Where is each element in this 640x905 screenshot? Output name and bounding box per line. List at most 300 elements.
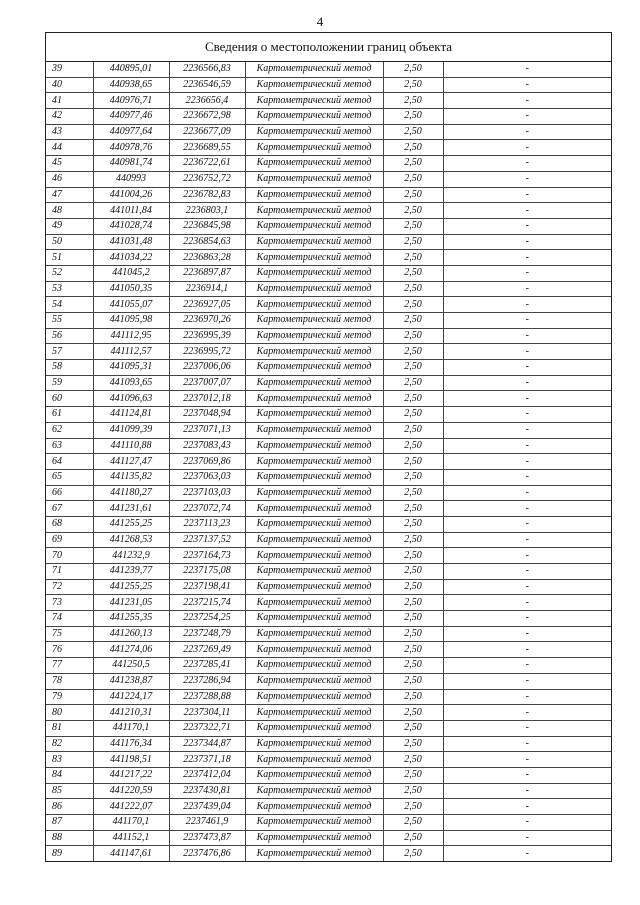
description-cell: - — [443, 360, 611, 376]
y-coordinate-cell: 2237412,04 — [169, 767, 245, 783]
x-coordinate-cell: 441055,07 — [93, 297, 169, 313]
y-coordinate-cell: 2236854,63 — [169, 234, 245, 250]
method-cell: Картометрический метод — [245, 454, 383, 470]
table-row — [46, 438, 611, 454]
x-coordinate-cell: 441260,13 — [93, 626, 169, 642]
point-number-cell: 76 — [46, 642, 93, 658]
table-row — [46, 344, 611, 360]
description-cell: - — [443, 407, 611, 423]
precision-cell: 2,50 — [383, 407, 443, 423]
description-cell: - — [443, 705, 611, 721]
method-cell: Картометрический метод — [245, 375, 383, 391]
precision-cell: 2,50 — [383, 673, 443, 689]
method-cell: Картометрический метод — [245, 124, 383, 140]
point-number-cell: 47 — [46, 187, 93, 203]
point-number-cell: 54 — [46, 297, 93, 313]
x-coordinate-cell: 441004,26 — [93, 187, 169, 203]
description-cell: - — [443, 579, 611, 595]
x-coordinate-cell: 441045,2 — [93, 265, 169, 281]
method-cell: Картометрический метод — [245, 360, 383, 376]
precision-cell: 2,50 — [383, 391, 443, 407]
table-row — [46, 422, 611, 438]
x-coordinate-cell: 441147,61 — [93, 846, 169, 861]
table-row — [46, 642, 611, 658]
method-cell: Картометрический метод — [245, 642, 383, 658]
description-cell: - — [443, 234, 611, 250]
precision-cell: 2,50 — [383, 281, 443, 297]
x-coordinate-cell: 440981,74 — [93, 156, 169, 172]
y-coordinate-cell: 2236914,1 — [169, 281, 245, 297]
precision-cell: 2,50 — [383, 564, 443, 580]
point-number-cell: 45 — [46, 156, 93, 172]
y-coordinate-cell: 2237371,18 — [169, 752, 245, 768]
description-cell: - — [443, 344, 611, 360]
boundary-table-frame — [45, 32, 612, 862]
description-cell: - — [443, 626, 611, 642]
description-cell: - — [443, 281, 611, 297]
point-number-cell: 75 — [46, 626, 93, 642]
precision-cell: 2,50 — [383, 422, 443, 438]
precision-cell: 2,50 — [383, 485, 443, 501]
x-coordinate-cell: 441232,9 — [93, 548, 169, 564]
description-cell: - — [443, 93, 611, 109]
point-number-cell: 68 — [46, 516, 93, 532]
x-coordinate-cell: 441255,25 — [93, 516, 169, 532]
point-number-cell: 51 — [46, 250, 93, 266]
description-cell: - — [443, 673, 611, 689]
x-coordinate-cell: 440978,76 — [93, 140, 169, 156]
x-coordinate-cell: 441170,1 — [93, 720, 169, 736]
table-row — [46, 93, 611, 109]
precision-cell: 2,50 — [383, 579, 443, 595]
x-coordinate-cell: 441255,35 — [93, 611, 169, 627]
point-number-cell: 73 — [46, 595, 93, 611]
x-coordinate-cell: 441170,1 — [93, 815, 169, 831]
x-coordinate-cell: 441231,61 — [93, 501, 169, 517]
precision-cell: 2,50 — [383, 469, 443, 485]
table-row — [46, 783, 611, 799]
description-cell: - — [443, 611, 611, 627]
precision-cell: 2,50 — [383, 626, 443, 642]
x-coordinate-cell: 441135,82 — [93, 469, 169, 485]
x-coordinate-cell: 441152,1 — [93, 830, 169, 846]
table-row — [46, 234, 611, 250]
description-cell: - — [443, 454, 611, 470]
table-row — [46, 673, 611, 689]
description-cell: - — [443, 265, 611, 281]
point-number-cell: 58 — [46, 360, 93, 376]
method-cell: Картометрический метод — [245, 673, 383, 689]
x-coordinate-cell: 441231,05 — [93, 595, 169, 611]
table-row — [46, 171, 611, 187]
x-coordinate-cell: 441274,06 — [93, 642, 169, 658]
table-row — [46, 752, 611, 768]
y-coordinate-cell: 2237137,52 — [169, 532, 245, 548]
point-number-cell: 81 — [46, 720, 93, 736]
x-coordinate-cell: 441239,77 — [93, 564, 169, 580]
x-coordinate-cell: 441255,25 — [93, 579, 169, 595]
point-number-cell: 89 — [46, 846, 93, 861]
precision-cell: 2,50 — [383, 611, 443, 627]
description-cell: - — [443, 846, 611, 861]
description-cell: - — [443, 187, 611, 203]
description-cell: - — [443, 783, 611, 799]
description-cell: - — [443, 799, 611, 815]
x-coordinate-cell: 441110,88 — [93, 438, 169, 454]
point-number-cell: 86 — [46, 799, 93, 815]
section-title: Сведения о местоположении границ объекта — [46, 33, 611, 62]
method-cell: Картометрический метод — [245, 438, 383, 454]
precision-cell: 2,50 — [383, 548, 443, 564]
x-coordinate-cell: 440976,71 — [93, 93, 169, 109]
method-cell: Картометрический метод — [245, 344, 383, 360]
y-coordinate-cell: 2237007,07 — [169, 375, 245, 391]
table-row — [46, 250, 611, 266]
table-row — [46, 815, 611, 831]
method-cell: Картометрический метод — [245, 203, 383, 219]
method-cell: Картометрический метод — [245, 62, 383, 77]
y-coordinate-cell: 2237175,08 — [169, 564, 245, 580]
y-coordinate-cell: 2237344,87 — [169, 736, 245, 752]
point-number-cell: 64 — [46, 454, 93, 470]
point-number-cell: 88 — [46, 830, 93, 846]
point-number-cell: 60 — [46, 391, 93, 407]
precision-cell: 2,50 — [383, 720, 443, 736]
point-number-cell: 69 — [46, 532, 93, 548]
x-coordinate-cell: 441028,74 — [93, 218, 169, 234]
point-number-cell: 44 — [46, 140, 93, 156]
point-number-cell: 43 — [46, 124, 93, 140]
y-coordinate-cell: 2237072,74 — [169, 501, 245, 517]
description-cell: - — [443, 689, 611, 705]
method-cell: Картометрический метод — [245, 297, 383, 313]
method-cell: Картометрический метод — [245, 658, 383, 674]
table-row — [46, 297, 611, 313]
description-cell: - — [443, 77, 611, 93]
y-coordinate-cell: 2236970,26 — [169, 313, 245, 329]
y-coordinate-cell: 2236677,09 — [169, 124, 245, 140]
description-cell: - — [443, 469, 611, 485]
table-row — [46, 62, 611, 77]
y-coordinate-cell: 2237071,13 — [169, 422, 245, 438]
description-cell: - — [443, 156, 611, 172]
method-cell: Картометрический метод — [245, 313, 383, 329]
method-cell: Картометрический метод — [245, 689, 383, 705]
y-coordinate-cell: 2236995,39 — [169, 328, 245, 344]
precision-cell: 2,50 — [383, 250, 443, 266]
table-row — [46, 595, 611, 611]
y-coordinate-cell: 2236656,4 — [169, 93, 245, 109]
table-row — [46, 705, 611, 721]
description-cell: - — [443, 203, 611, 219]
method-cell: Картометрический метод — [245, 218, 383, 234]
y-coordinate-cell: 2237461,9 — [169, 815, 245, 831]
description-cell: - — [443, 752, 611, 768]
point-number-cell: 83 — [46, 752, 93, 768]
precision-cell: 2,50 — [383, 454, 443, 470]
description-cell: - — [443, 422, 611, 438]
table-row — [46, 516, 611, 532]
precision-cell: 2,50 — [383, 658, 443, 674]
method-cell: Картометрический метод — [245, 93, 383, 109]
y-coordinate-cell: 2237286,94 — [169, 673, 245, 689]
point-number-cell: 57 — [46, 344, 93, 360]
method-cell: Картометрический метод — [245, 501, 383, 517]
x-coordinate-cell: 441112,95 — [93, 328, 169, 344]
method-cell: Картометрический метод — [245, 469, 383, 485]
x-coordinate-cell: 441210,31 — [93, 705, 169, 721]
description-cell: - — [443, 140, 611, 156]
description-cell: - — [443, 250, 611, 266]
x-coordinate-cell: 441011,84 — [93, 203, 169, 219]
page-number: 4 — [316, 14, 324, 29]
y-coordinate-cell: 2237012,18 — [169, 391, 245, 407]
precision-cell: 2,50 — [383, 313, 443, 329]
description-cell: - — [443, 485, 611, 501]
description-cell: - — [443, 501, 611, 517]
table-row — [46, 736, 611, 752]
description-cell: - — [443, 391, 611, 407]
y-coordinate-cell: 2237288,88 — [169, 689, 245, 705]
table-row — [46, 501, 611, 517]
description-cell: - — [443, 595, 611, 611]
y-coordinate-cell: 2236927,05 — [169, 297, 245, 313]
precision-cell: 2,50 — [383, 595, 443, 611]
y-coordinate-cell: 2237063,03 — [169, 469, 245, 485]
method-cell: Картометрический метод — [245, 595, 383, 611]
table-row — [46, 485, 611, 501]
y-coordinate-cell: 2237430,81 — [169, 783, 245, 799]
method-cell: Картометрический метод — [245, 579, 383, 595]
method-cell: Картометрический метод — [245, 407, 383, 423]
precision-cell: 2,50 — [383, 203, 443, 219]
y-coordinate-cell: 2237215,74 — [169, 595, 245, 611]
precision-cell: 2,50 — [383, 171, 443, 187]
precision-cell: 2,50 — [383, 77, 443, 93]
y-coordinate-cell: 2237198,41 — [169, 579, 245, 595]
point-number-cell: 40 — [46, 77, 93, 93]
description-cell: - — [443, 830, 611, 846]
point-number-cell: 52 — [46, 265, 93, 281]
point-number-cell: 42 — [46, 109, 93, 125]
table-row — [46, 156, 611, 172]
description-cell: - — [443, 438, 611, 454]
point-number-cell: 78 — [46, 673, 93, 689]
point-number-cell: 46 — [46, 171, 93, 187]
y-coordinate-cell: 2237285,41 — [169, 658, 245, 674]
x-coordinate-cell: 441031,48 — [93, 234, 169, 250]
precision-cell: 2,50 — [383, 815, 443, 831]
method-cell: Картометрический метод — [245, 752, 383, 768]
point-number-cell: 77 — [46, 658, 93, 674]
point-number-cell: 66 — [46, 485, 93, 501]
table-row — [46, 203, 611, 219]
point-number-cell: 41 — [46, 93, 93, 109]
table-row — [46, 658, 611, 674]
method-cell: Картометрический метод — [245, 720, 383, 736]
x-coordinate-cell: 441268,53 — [93, 532, 169, 548]
description-cell: - — [443, 658, 611, 674]
method-cell: Картометрический метод — [245, 611, 383, 627]
table-row — [46, 830, 611, 846]
x-coordinate-cell: 441250,5 — [93, 658, 169, 674]
table-row — [46, 799, 611, 815]
precision-cell: 2,50 — [383, 187, 443, 203]
y-coordinate-cell: 2237248,79 — [169, 626, 245, 642]
x-coordinate-cell: 441176,34 — [93, 736, 169, 752]
x-coordinate-cell: 441034,22 — [93, 250, 169, 266]
point-number-cell: 72 — [46, 579, 93, 595]
x-coordinate-cell: 441180,27 — [93, 485, 169, 501]
point-number-cell: 61 — [46, 407, 93, 423]
y-coordinate-cell: 2237083,43 — [169, 438, 245, 454]
x-coordinate-cell: 441127,47 — [93, 454, 169, 470]
method-cell: Картометрический метод — [245, 626, 383, 642]
method-cell: Картометрический метод — [245, 548, 383, 564]
description-cell: - — [443, 328, 611, 344]
point-number-cell: 85 — [46, 783, 93, 799]
table-row — [46, 375, 611, 391]
x-coordinate-cell: 441095,98 — [93, 313, 169, 329]
method-cell: Картометрический метод — [245, 77, 383, 93]
y-coordinate-cell: 2236845,98 — [169, 218, 245, 234]
description-cell: - — [443, 375, 611, 391]
precision-cell: 2,50 — [383, 705, 443, 721]
y-coordinate-cell: 2237269,49 — [169, 642, 245, 658]
table-row — [46, 689, 611, 705]
description-cell: - — [443, 767, 611, 783]
table-row — [46, 265, 611, 281]
table-row — [46, 469, 611, 485]
y-coordinate-cell: 2237473,87 — [169, 830, 245, 846]
x-coordinate-cell: 441050,35 — [93, 281, 169, 297]
point-number-cell: 82 — [46, 736, 93, 752]
y-coordinate-cell: 2236546,59 — [169, 77, 245, 93]
precision-cell: 2,50 — [383, 156, 443, 172]
table-row — [46, 124, 611, 140]
point-number-cell: 50 — [46, 234, 93, 250]
y-coordinate-cell: 2236782,83 — [169, 187, 245, 203]
table-row — [46, 846, 611, 861]
point-number-cell: 87 — [46, 815, 93, 831]
y-coordinate-cell: 2236722,61 — [169, 156, 245, 172]
precision-cell: 2,50 — [383, 265, 443, 281]
table-row — [46, 720, 611, 736]
x-coordinate-cell: 441093,65 — [93, 375, 169, 391]
precision-cell: 2,50 — [383, 124, 443, 140]
precision-cell: 2,50 — [383, 752, 443, 768]
table-row — [46, 187, 611, 203]
precision-cell: 2,50 — [383, 767, 443, 783]
precision-cell: 2,50 — [383, 297, 443, 313]
method-cell: Картометрический метод — [245, 516, 383, 532]
method-cell: Картометрический метод — [245, 156, 383, 172]
method-cell: Картометрический метод — [245, 140, 383, 156]
coordinates-table — [46, 62, 611, 861]
table-row — [46, 77, 611, 93]
table-row — [46, 313, 611, 329]
method-cell: Картометрический метод — [245, 391, 383, 407]
method-cell: Картометрический метод — [245, 109, 383, 125]
table-row — [46, 281, 611, 297]
y-coordinate-cell: 2237322,71 — [169, 720, 245, 736]
x-coordinate-cell: 441217,22 — [93, 767, 169, 783]
table-row — [46, 626, 611, 642]
method-cell: Картометрический метод — [245, 234, 383, 250]
y-coordinate-cell: 2236672,98 — [169, 109, 245, 125]
precision-cell: 2,50 — [383, 344, 443, 360]
description-cell: - — [443, 313, 611, 329]
y-coordinate-cell: 2237254,25 — [169, 611, 245, 627]
description-cell: - — [443, 564, 611, 580]
precision-cell: 2,50 — [383, 783, 443, 799]
table-row — [46, 532, 611, 548]
x-coordinate-cell: 441238,87 — [93, 673, 169, 689]
table-row — [46, 109, 611, 125]
x-coordinate-cell: 440977,64 — [93, 124, 169, 140]
method-cell: Картометрический метод — [245, 815, 383, 831]
precision-cell: 2,50 — [383, 360, 443, 376]
point-number-cell: 70 — [46, 548, 93, 564]
y-coordinate-cell: 2237113,23 — [169, 516, 245, 532]
x-coordinate-cell: 441099,39 — [93, 422, 169, 438]
precision-cell: 2,50 — [383, 501, 443, 517]
table-row — [46, 579, 611, 595]
table-row — [46, 391, 611, 407]
precision-cell: 2,50 — [383, 516, 443, 532]
point-number-cell: 67 — [46, 501, 93, 517]
description-cell: - — [443, 736, 611, 752]
method-cell: Картометрический метод — [245, 532, 383, 548]
description-cell: - — [443, 171, 611, 187]
point-number-cell: 56 — [46, 328, 93, 344]
description-cell: - — [443, 548, 611, 564]
table-row — [46, 548, 611, 564]
x-coordinate-cell: 441124,81 — [93, 407, 169, 423]
table-row — [46, 407, 611, 423]
method-cell: Картометрический метод — [245, 250, 383, 266]
y-coordinate-cell: 2236803,1 — [169, 203, 245, 219]
point-number-cell: 74 — [46, 611, 93, 627]
precision-cell: 2,50 — [383, 218, 443, 234]
precision-cell: 2,50 — [383, 736, 443, 752]
method-cell: Картометрический метод — [245, 783, 383, 799]
y-coordinate-cell: 2236863,28 — [169, 250, 245, 266]
point-number-cell: 39 — [46, 62, 93, 77]
point-number-cell: 65 — [46, 469, 93, 485]
method-cell: Картометрический метод — [245, 799, 383, 815]
description-cell: - — [443, 297, 611, 313]
point-number-cell: 48 — [46, 203, 93, 219]
y-coordinate-cell: 2237304,11 — [169, 705, 245, 721]
x-coordinate-cell: 440993 — [93, 171, 169, 187]
point-number-cell: 63 — [46, 438, 93, 454]
point-number-cell: 53 — [46, 281, 93, 297]
x-coordinate-cell: 441095,31 — [93, 360, 169, 376]
method-cell: Картометрический метод — [245, 422, 383, 438]
precision-cell: 2,50 — [383, 689, 443, 705]
y-coordinate-cell: 2236995,72 — [169, 344, 245, 360]
table-row — [46, 218, 611, 234]
y-coordinate-cell: 2236689,55 — [169, 140, 245, 156]
method-cell: Картометрический метод — [245, 485, 383, 501]
x-coordinate-cell: 440895,01 — [93, 62, 169, 77]
table-row — [46, 454, 611, 470]
precision-cell: 2,50 — [383, 642, 443, 658]
x-coordinate-cell: 441198,51 — [93, 752, 169, 768]
method-cell: Картометрический метод — [245, 328, 383, 344]
y-coordinate-cell: 2237476,86 — [169, 846, 245, 861]
